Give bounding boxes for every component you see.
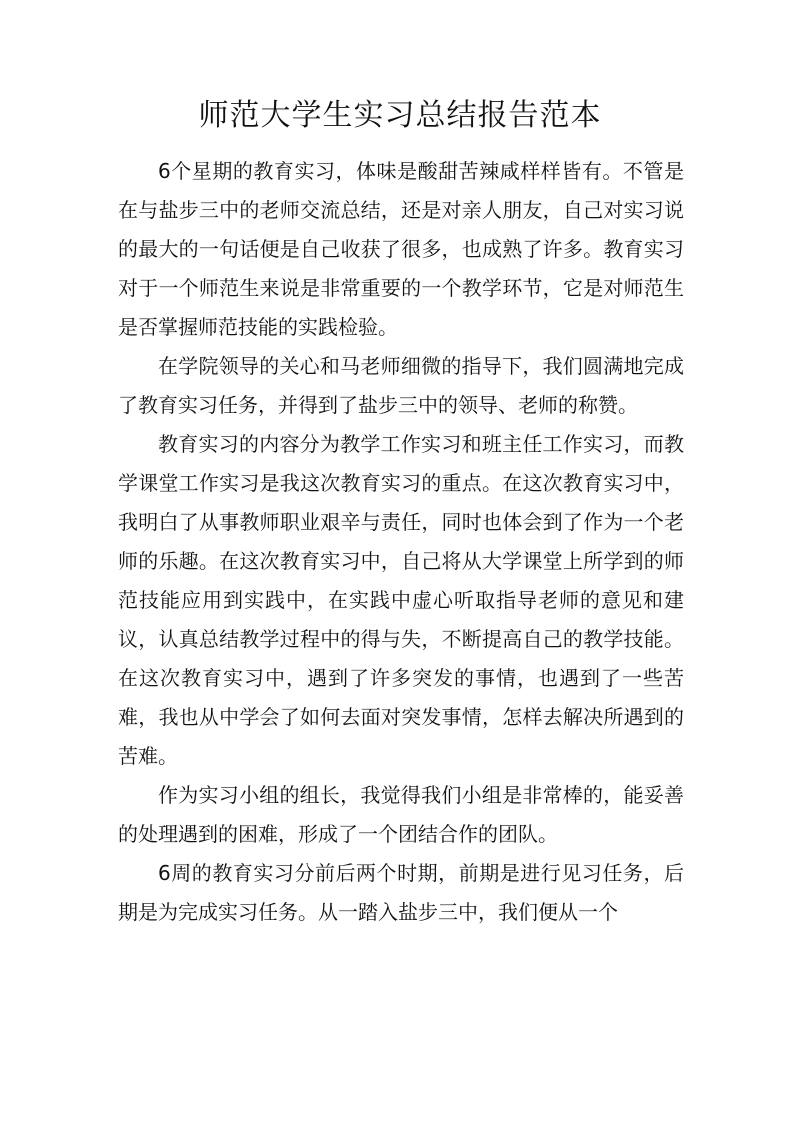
- document-title: 师范大学生实习总结报告范本: [198, 98, 602, 133]
- document-body: [118, 152, 684, 932]
- paragraph: 6周的教育实习分前后两个时期，前期是进行见习任务，后期是为完成实习任务。从一踏入盐步三中，我们便从一个: [118, 861, 684, 924]
- paragraph: 作为实习小组的组长，我觉得我们小组是非常棒的，能妥善的处理遇到的困难，形成了一个团结合作的团队。: [118, 783, 684, 846]
- paragraph: 教育实习的内容分为教学工作实习和班主任工作实习，而教学课堂工作实习是我这次教育实习的重点。在这次教育实习中，我明白了从事教师职业艰辛与责任，同时也体会到了作为一个老师的乐趣。在这次教育实习中，自己将从大学课堂上所学到的师范技能应用到实践中，在实践中虚心听取指导老师的意见和建议，认真总结教学过程中的得与失，不断提高自己的教学技能。在这次教育实习中，遇到了许多突发的事情，也遇到了一些苦难，我也从中学会了如何去面对突发事情，怎样去解决所遇到的苦难。: [118, 432, 684, 768]
- paragraph: 在学院领导的关心和马老师细微的指导下，我们圆满地完成了教育实习任务，并得到了盐步三中的领导、老师的称赞。: [118, 354, 684, 417]
- paragraph: 6个星期的教育实习，体味是酸甜苦辣咸样样皆有。不管是在与盐步三中的老师交流总结，还是对亲人朋友，自己对实习说的最大的一句话便是自己收获了很多，也成熟了许多。教育实习对于一个师范生来说是非常重要的一个教学环节，它是对师范生是否掌握师范技能的实践检验。: [118, 159, 684, 339]
